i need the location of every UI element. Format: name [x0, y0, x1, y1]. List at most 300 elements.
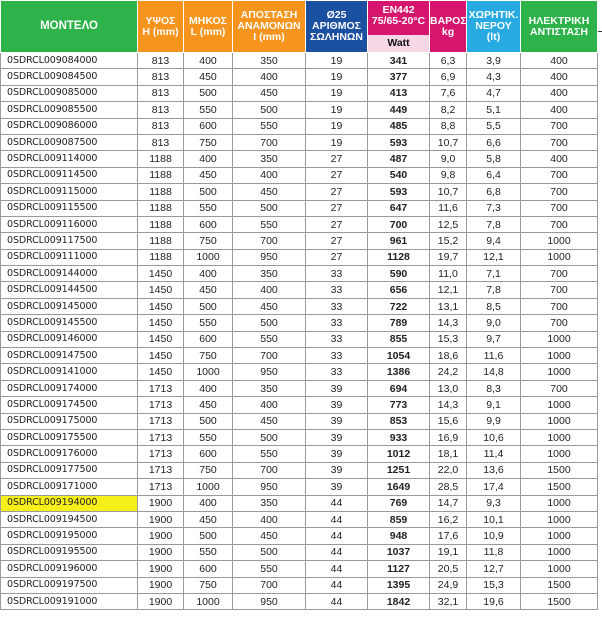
cell-distance: 450 — [233, 184, 306, 200]
table-row — [1, 331, 598, 347]
cell-distance: 400 — [233, 69, 306, 85]
cell-distance: 550 — [233, 446, 306, 462]
cell-height: 1188 — [138, 200, 184, 216]
cell-capacity: 17,4 — [467, 479, 521, 495]
cell-output-watt: 647 — [368, 200, 430, 216]
cell-capacity: 11,6 — [467, 348, 521, 364]
cell-model: 0SDRCL009111000 — [1, 249, 138, 265]
cell-output-watt: 855 — [368, 331, 430, 347]
cell-distance: 950 — [233, 593, 306, 609]
cell-model: 0SDRCL009197500 — [1, 577, 138, 593]
cell-pipes: 44 — [306, 593, 368, 609]
cell-height: 813 — [138, 53, 184, 69]
cell-model: 0SDRCL009116000 — [1, 216, 138, 232]
header-resistance: ΗΛΕΚΤΡΙΚΗ ΑΝΤΙΣΤΑΣΗ — [521, 1, 598, 53]
cell-distance: 950 — [233, 364, 306, 380]
cell-model: 0SDRCL009174000 — [1, 380, 138, 396]
cell-model: 0SDRCL009117500 — [1, 233, 138, 249]
cell-model: 0SDRCL009194000 — [1, 495, 138, 511]
cell-weight: 10,7 — [430, 134, 467, 150]
cell-weight: 18,6 — [430, 348, 467, 364]
cell-model: 0SDRCL009084000 — [1, 53, 138, 69]
cell-weight: 6,3 — [430, 53, 467, 69]
cell-resistance: 700 — [521, 134, 598, 150]
cell-height: 1713 — [138, 462, 184, 478]
cell-distance: 500 — [233, 544, 306, 560]
cell-length: 450 — [184, 282, 233, 298]
cell-resistance: 1000 — [521, 397, 598, 413]
cell-model: 0SDRCL009085000 — [1, 85, 138, 101]
cell-pipes: 44 — [306, 577, 368, 593]
cell-length: 1000 — [184, 593, 233, 609]
cell-distance: 700 — [233, 233, 306, 249]
cell-resistance: 400 — [521, 85, 598, 101]
cell-output-watt: 341 — [368, 53, 430, 69]
cell-height: 1188 — [138, 167, 184, 183]
cell-capacity: 14,8 — [467, 364, 521, 380]
cell-length: 600 — [184, 216, 233, 232]
cell-resistance: 1000 — [521, 413, 598, 429]
cell-length: 550 — [184, 102, 233, 118]
cell-distance: 450 — [233, 413, 306, 429]
cell-length: 400 — [184, 266, 233, 282]
cell-capacity: 9,4 — [467, 233, 521, 249]
cell-output-watt: 700 — [368, 216, 430, 232]
cell-model: 0SDRCL009195500 — [1, 544, 138, 560]
cell-capacity: 5,8 — [467, 151, 521, 167]
cell-output-watt: 1012 — [368, 446, 430, 462]
header-distance: ΑΠΟΣΤΑΣΗ ΑΝΑΜΟΝΩΝ I (mm) — [233, 1, 306, 53]
cell-output-watt: 769 — [368, 495, 430, 511]
cell-capacity: 15,3 — [467, 577, 521, 593]
cell-length: 500 — [184, 298, 233, 314]
cell-pipes: 44 — [306, 544, 368, 560]
cell-pipes: 39 — [306, 462, 368, 478]
cell-distance: 700 — [233, 134, 306, 150]
cell-weight: 32,1 — [430, 593, 467, 609]
cell-length: 400 — [184, 495, 233, 511]
cell-length: 500 — [184, 85, 233, 101]
cell-height: 813 — [138, 134, 184, 150]
cell-weight: 9,8 — [430, 167, 467, 183]
cell-capacity: 9,1 — [467, 397, 521, 413]
cell-weight: 13,1 — [430, 298, 467, 314]
cell-capacity: 5,5 — [467, 118, 521, 134]
cell-resistance: 1000 — [521, 544, 598, 560]
cell-model: 0SDRCL009195000 — [1, 528, 138, 544]
cell-distance: 450 — [233, 85, 306, 101]
cell-model: 0SDRCL009114500 — [1, 167, 138, 183]
cell-resistance: 700 — [521, 184, 598, 200]
cell-capacity: 6,6 — [467, 134, 521, 150]
cell-height: 1188 — [138, 151, 184, 167]
cell-distance: 500 — [233, 429, 306, 445]
cell-height: 1713 — [138, 380, 184, 396]
cell-length: 750 — [184, 233, 233, 249]
cell-height: 813 — [138, 118, 184, 134]
cell-distance: 700 — [233, 462, 306, 478]
cell-resistance: 700 — [521, 118, 598, 134]
cell-length: 1000 — [184, 479, 233, 495]
cell-model: 0SDRCL009191000 — [1, 593, 138, 609]
table-row — [1, 528, 598, 544]
cell-distance: 400 — [233, 397, 306, 413]
cell-length: 450 — [184, 167, 233, 183]
cell-height: 1900 — [138, 511, 184, 527]
cell-resistance: 1000 — [521, 233, 598, 249]
cell-pipes: 39 — [306, 446, 368, 462]
edge-marker — [598, 31, 602, 32]
cell-length: 600 — [184, 331, 233, 347]
cell-capacity: 7,8 — [467, 216, 521, 232]
cell-capacity: 8,3 — [467, 380, 521, 396]
cell-height: 1713 — [138, 397, 184, 413]
cell-height: 1900 — [138, 495, 184, 511]
cell-distance: 350 — [233, 266, 306, 282]
cell-capacity: 12,7 — [467, 561, 521, 577]
cell-weight: 12,5 — [430, 216, 467, 232]
cell-capacity: 7,8 — [467, 282, 521, 298]
cell-length: 500 — [184, 528, 233, 544]
cell-length: 600 — [184, 118, 233, 134]
cell-model: 0SDRCL009085500 — [1, 102, 138, 118]
cell-output-watt: 593 — [368, 134, 430, 150]
cell-output-watt: 1037 — [368, 544, 430, 560]
table-row — [1, 593, 598, 609]
cell-weight: 15,2 — [430, 233, 467, 249]
header-length: ΜΗΚΟΣ L (mm) — [184, 1, 233, 53]
table-row — [1, 249, 598, 265]
cell-distance: 550 — [233, 216, 306, 232]
cell-height: 1900 — [138, 593, 184, 609]
cell-capacity: 10,1 — [467, 511, 521, 527]
cell-height: 1450 — [138, 298, 184, 314]
cell-length: 500 — [184, 413, 233, 429]
cell-distance: 350 — [233, 151, 306, 167]
cell-length: 750 — [184, 577, 233, 593]
cell-output-watt: 449 — [368, 102, 430, 118]
cell-model: 0SDRCL009086000 — [1, 118, 138, 134]
cell-model: 0SDRCL009196000 — [1, 561, 138, 577]
cell-output-watt: 773 — [368, 397, 430, 413]
cell-output-watt: 1251 — [368, 462, 430, 478]
cell-pipes: 19 — [306, 134, 368, 150]
cell-height: 1188 — [138, 216, 184, 232]
cell-resistance: 700 — [521, 216, 598, 232]
cell-height: 1713 — [138, 446, 184, 462]
cell-model: 0SDRCL009147500 — [1, 348, 138, 364]
cell-resistance: 1000 — [521, 249, 598, 265]
cell-weight: 28,5 — [430, 479, 467, 495]
cell-resistance: 400 — [521, 151, 598, 167]
cell-weight: 10,7 — [430, 184, 467, 200]
cell-model: 0SDRCL009194500 — [1, 511, 138, 527]
cell-height: 1713 — [138, 413, 184, 429]
cell-pipes: 27 — [306, 167, 368, 183]
cell-resistance: 1500 — [521, 462, 598, 478]
cell-capacity: 8,5 — [467, 298, 521, 314]
cell-weight: 24,2 — [430, 364, 467, 380]
cell-output-watt: 1127 — [368, 561, 430, 577]
cell-distance: 550 — [233, 331, 306, 347]
cell-height: 1900 — [138, 561, 184, 577]
cell-distance: 700 — [233, 577, 306, 593]
cell-pipes: 39 — [306, 479, 368, 495]
table-row — [1, 69, 598, 85]
table-row — [1, 429, 598, 445]
cell-capacity: 19,6 — [467, 593, 521, 609]
cell-distance: 350 — [233, 495, 306, 511]
cell-capacity: 7,3 — [467, 200, 521, 216]
cell-weight: 8,2 — [430, 102, 467, 118]
header-weight: ΒΑΡΟΣ kg — [430, 1, 467, 53]
cell-capacity: 6,4 — [467, 167, 521, 183]
cell-output-watt: 1054 — [368, 348, 430, 364]
cell-distance: 550 — [233, 118, 306, 134]
table-row-highlighted — [1, 495, 598, 511]
cell-distance: 350 — [233, 380, 306, 396]
cell-weight: 7,6 — [430, 85, 467, 101]
cell-distance: 450 — [233, 528, 306, 544]
table-body — [1, 53, 598, 610]
cell-distance: 950 — [233, 479, 306, 495]
cell-capacity: 9,3 — [467, 495, 521, 511]
cell-height: 1450 — [138, 315, 184, 331]
cell-height: 1188 — [138, 249, 184, 265]
cell-model: 0SDRCL009144000 — [1, 266, 138, 282]
cell-distance: 500 — [233, 102, 306, 118]
cell-resistance: 400 — [521, 69, 598, 85]
table-row — [1, 380, 598, 396]
cell-output-watt: 1128 — [368, 249, 430, 265]
table-row — [1, 298, 598, 314]
cell-model: 0SDRCL009174500 — [1, 397, 138, 413]
cell-pipes: 27 — [306, 184, 368, 200]
cell-length: 450 — [184, 511, 233, 527]
cell-weight: 14,7 — [430, 495, 467, 511]
cell-model: 0SDRCL009084500 — [1, 69, 138, 85]
cell-output-watt: 933 — [368, 429, 430, 445]
header-height: ΥΨΟΣ H (mm) — [138, 1, 184, 53]
cell-output-watt: 789 — [368, 315, 430, 331]
cell-length: 450 — [184, 69, 233, 85]
cell-height: 813 — [138, 102, 184, 118]
cell-resistance: 1500 — [521, 577, 598, 593]
cell-distance: 700 — [233, 348, 306, 364]
cell-weight: 18,1 — [430, 446, 467, 462]
table-row — [1, 397, 598, 413]
cell-output-watt: 590 — [368, 266, 430, 282]
cell-output-watt: 694 — [368, 380, 430, 396]
table-row — [1, 167, 598, 183]
cell-length: 400 — [184, 151, 233, 167]
cell-pipes: 39 — [306, 429, 368, 445]
cell-model: 0SDRCL009145500 — [1, 315, 138, 331]
cell-distance: 400 — [233, 511, 306, 527]
cell-pipes: 33 — [306, 364, 368, 380]
header-row — [1, 1, 598, 53]
cell-pipes: 44 — [306, 495, 368, 511]
cell-resistance: 1000 — [521, 348, 598, 364]
table-row — [1, 511, 598, 527]
cell-height: 1713 — [138, 429, 184, 445]
cell-pipes: 27 — [306, 151, 368, 167]
cell-output-watt: 853 — [368, 413, 430, 429]
cell-distance: 550 — [233, 561, 306, 577]
cell-length: 600 — [184, 561, 233, 577]
cell-height: 1900 — [138, 544, 184, 560]
cell-weight: 9,0 — [430, 151, 467, 167]
cell-output-watt: 859 — [368, 511, 430, 527]
cell-capacity: 11,4 — [467, 446, 521, 462]
table-row — [1, 364, 598, 380]
cell-pipes: 19 — [306, 69, 368, 85]
cell-resistance: 700 — [521, 282, 598, 298]
header-output: EN442 75/65-20°C Watt — [368, 1, 430, 53]
cell-length: 550 — [184, 544, 233, 560]
cell-pipes: 33 — [306, 331, 368, 347]
cell-pipes: 27 — [306, 216, 368, 232]
cell-output-watt: 593 — [368, 184, 430, 200]
cell-weight: 15,3 — [430, 331, 467, 347]
table-row — [1, 53, 598, 69]
cell-pipes: 27 — [306, 200, 368, 216]
header-pipes: Ø25 ΑΡΙΘΜΟΣ ΣΩΛΗΝΩΝ — [306, 1, 368, 53]
cell-pipes: 19 — [306, 102, 368, 118]
cell-pipes: 33 — [306, 298, 368, 314]
cell-capacity: 12,1 — [467, 249, 521, 265]
cell-capacity: 4,3 — [467, 69, 521, 85]
cell-pipes: 33 — [306, 348, 368, 364]
cell-length: 750 — [184, 134, 233, 150]
cell-resistance: 700 — [521, 200, 598, 216]
cell-length: 400 — [184, 53, 233, 69]
cell-capacity: 11,8 — [467, 544, 521, 560]
cell-pipes: 33 — [306, 282, 368, 298]
cell-output-watt: 1386 — [368, 364, 430, 380]
cell-pipes: 44 — [306, 528, 368, 544]
cell-length: 600 — [184, 446, 233, 462]
cell-output-watt: 1649 — [368, 479, 430, 495]
cell-height: 1450 — [138, 331, 184, 347]
cell-model: 0SDRCL009115000 — [1, 184, 138, 200]
cell-weight: 11,0 — [430, 266, 467, 282]
cell-pipes: 19 — [306, 85, 368, 101]
cell-pipes: 19 — [306, 118, 368, 134]
cell-resistance: 1500 — [521, 479, 598, 495]
table-row — [1, 151, 598, 167]
cell-pipes: 44 — [306, 561, 368, 577]
cell-pipes: 33 — [306, 315, 368, 331]
cell-distance: 350 — [233, 53, 306, 69]
cell-pipes: 19 — [306, 53, 368, 69]
cell-distance: 950 — [233, 249, 306, 265]
cell-height: 1188 — [138, 233, 184, 249]
table-row — [1, 544, 598, 560]
cell-length: 750 — [184, 348, 233, 364]
table-row — [1, 134, 598, 150]
table-row — [1, 315, 598, 331]
table-row — [1, 266, 598, 282]
cell-output-watt: 377 — [368, 69, 430, 85]
cell-length: 400 — [184, 380, 233, 396]
cell-pipes: 33 — [306, 266, 368, 282]
cell-capacity: 7,1 — [467, 266, 521, 282]
cell-output-watt: 1842 — [368, 593, 430, 609]
cell-model: 0SDRCL009145000 — [1, 298, 138, 314]
table-row — [1, 102, 598, 118]
cell-length: 750 — [184, 462, 233, 478]
cell-resistance: 1000 — [521, 511, 598, 527]
cell-length: 1000 — [184, 249, 233, 265]
cell-height: 813 — [138, 69, 184, 85]
cell-capacity: 9,7 — [467, 331, 521, 347]
cell-output-watt: 961 — [368, 233, 430, 249]
cell-model: 0SDRCL009114000 — [1, 151, 138, 167]
cell-pipes: 44 — [306, 511, 368, 527]
cell-capacity: 9,9 — [467, 413, 521, 429]
cell-output-watt: 1395 — [368, 577, 430, 593]
cell-capacity: 10,6 — [467, 429, 521, 445]
cell-output-watt: 540 — [368, 167, 430, 183]
table-row — [1, 184, 598, 200]
cell-length: 550 — [184, 429, 233, 445]
cell-distance: 400 — [233, 282, 306, 298]
table-row — [1, 348, 598, 364]
cell-weight: 13,0 — [430, 380, 467, 396]
cell-resistance: 1000 — [521, 331, 598, 347]
cell-output-watt: 722 — [368, 298, 430, 314]
cell-model: 0SDRCL009087500 — [1, 134, 138, 150]
cell-model: 0SDRCL009175000 — [1, 413, 138, 429]
cell-weight: 24,9 — [430, 577, 467, 593]
cell-height: 813 — [138, 85, 184, 101]
table-row — [1, 561, 598, 577]
cell-model: 0SDRCL009175500 — [1, 429, 138, 445]
cell-capacity: 10,9 — [467, 528, 521, 544]
table-row — [1, 233, 598, 249]
cell-resistance: 1500 — [521, 593, 598, 609]
cell-length: 450 — [184, 397, 233, 413]
cell-weight: 15,6 — [430, 413, 467, 429]
table-row — [1, 200, 598, 216]
cell-height: 1713 — [138, 479, 184, 495]
cell-distance: 400 — [233, 167, 306, 183]
cell-weight: 17,6 — [430, 528, 467, 544]
cell-distance: 500 — [233, 200, 306, 216]
cell-capacity: 4,7 — [467, 85, 521, 101]
cell-height: 1450 — [138, 348, 184, 364]
cell-model: 0SDRCL009141000 — [1, 364, 138, 380]
cell-weight: 16,2 — [430, 511, 467, 527]
cell-pipes: 27 — [306, 249, 368, 265]
cell-height: 1450 — [138, 282, 184, 298]
cell-resistance: 700 — [521, 167, 598, 183]
cell-capacity: 9,0 — [467, 315, 521, 331]
cell-length: 550 — [184, 315, 233, 331]
table-row — [1, 413, 598, 429]
cell-model: 0SDRCL009176000 — [1, 446, 138, 462]
cell-weight: 22,0 — [430, 462, 467, 478]
cell-height: 1900 — [138, 577, 184, 593]
header-model: ΜΟΝΤΕΛΟ — [1, 1, 138, 53]
cell-resistance: 1000 — [521, 429, 598, 445]
cell-model: 0SDRCL009171000 — [1, 479, 138, 495]
cell-resistance: 700 — [521, 266, 598, 282]
cell-length: 500 — [184, 184, 233, 200]
cell-weight: 12,1 — [430, 282, 467, 298]
cell-length: 550 — [184, 200, 233, 216]
